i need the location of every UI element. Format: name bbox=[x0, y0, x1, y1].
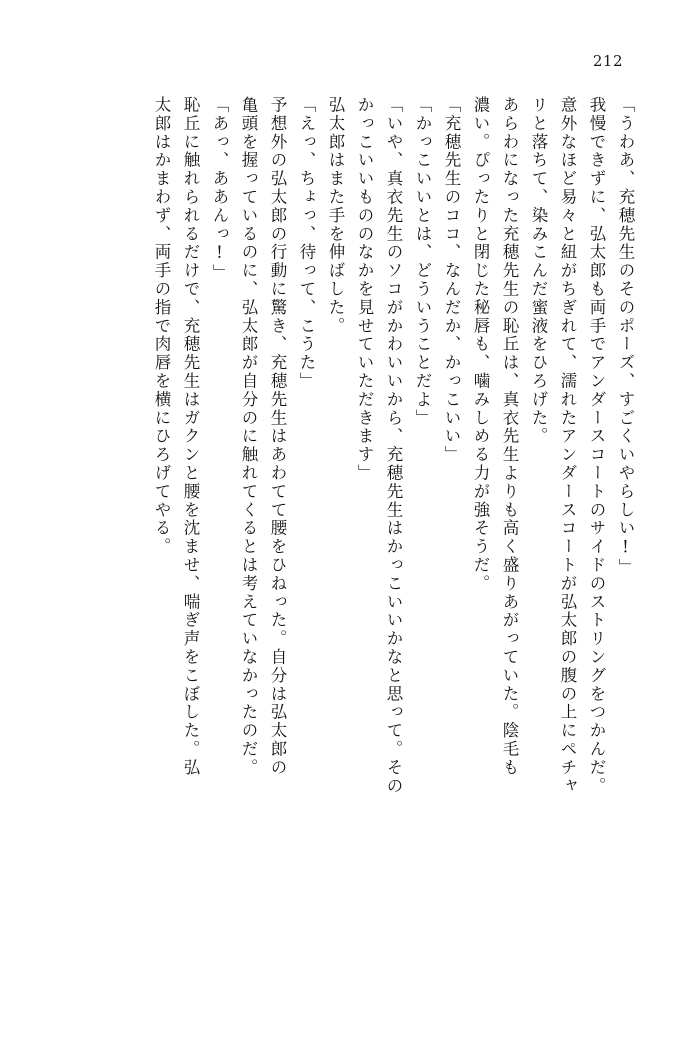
text-line: 太郎はかまわず、両手の指で肉唇を横にひろげてやる。 bbox=[152, 96, 171, 556]
text-line: 「かっこいいとは、どういうことだよ」 bbox=[413, 96, 432, 428]
text-line: 亀頭を握っているのに、弘太郎が自分のに触れてくるとは考えていなかったのだ。 bbox=[239, 96, 258, 777]
text-line: 「えっ、ちょっ、待って、こうた」 bbox=[297, 96, 316, 391]
text-line: 恥丘に触れられるだけで、充穂先生はガクンと腰を沈ませ、喘ぎ声をこぼした。弘 bbox=[181, 96, 200, 777]
page-number: 212 bbox=[592, 52, 623, 70]
text-line: 意外なほど易々と紐がちぎれて、濡れたアンダースコートが弘太郎の腹の上にペチャ bbox=[558, 96, 577, 796]
text-line: 予想外の弘太郎の行動に驚き、充穂先生はあわてて腰をひねった。自分は弘太郎の bbox=[268, 96, 287, 777]
text-line: 「いや、真衣先生のソコがかわいいから、充穂先生はかっこいいかなと思って。その bbox=[384, 96, 403, 796]
text-line: 「充穂先生のココ、なんだか、かっこいい」 bbox=[442, 96, 461, 464]
text-line: かっこいいもののなかを見せていただきます」 bbox=[355, 96, 374, 483]
text-line: 「うわあ、充穂先生のそのポーズ、すごくいやらしい!」 bbox=[616, 96, 635, 577]
text-line: あらわになった充穂先生の恥丘は、真衣先生よりも高く盛りあがっていた。陰毛も bbox=[500, 96, 519, 777]
vertical-text-body bbox=[56, 96, 633, 976]
text-line: 我慢できずに、弘太郎も両手でアンダースコートのサイドのストリングをつかんだ。 bbox=[587, 96, 606, 796]
text-line: 濃い。ぴったりと閉じた秘唇も、噛みしめる力が強そうだ。 bbox=[471, 96, 490, 593]
text-line: リと落ちて、染みこんだ蜜液をひろげた。 bbox=[529, 96, 548, 446]
text-line: 「あっ、ああんっ!」 bbox=[210, 96, 229, 283]
text-line: 弘太郎はまた手を伸ばした。 bbox=[326, 96, 345, 336]
